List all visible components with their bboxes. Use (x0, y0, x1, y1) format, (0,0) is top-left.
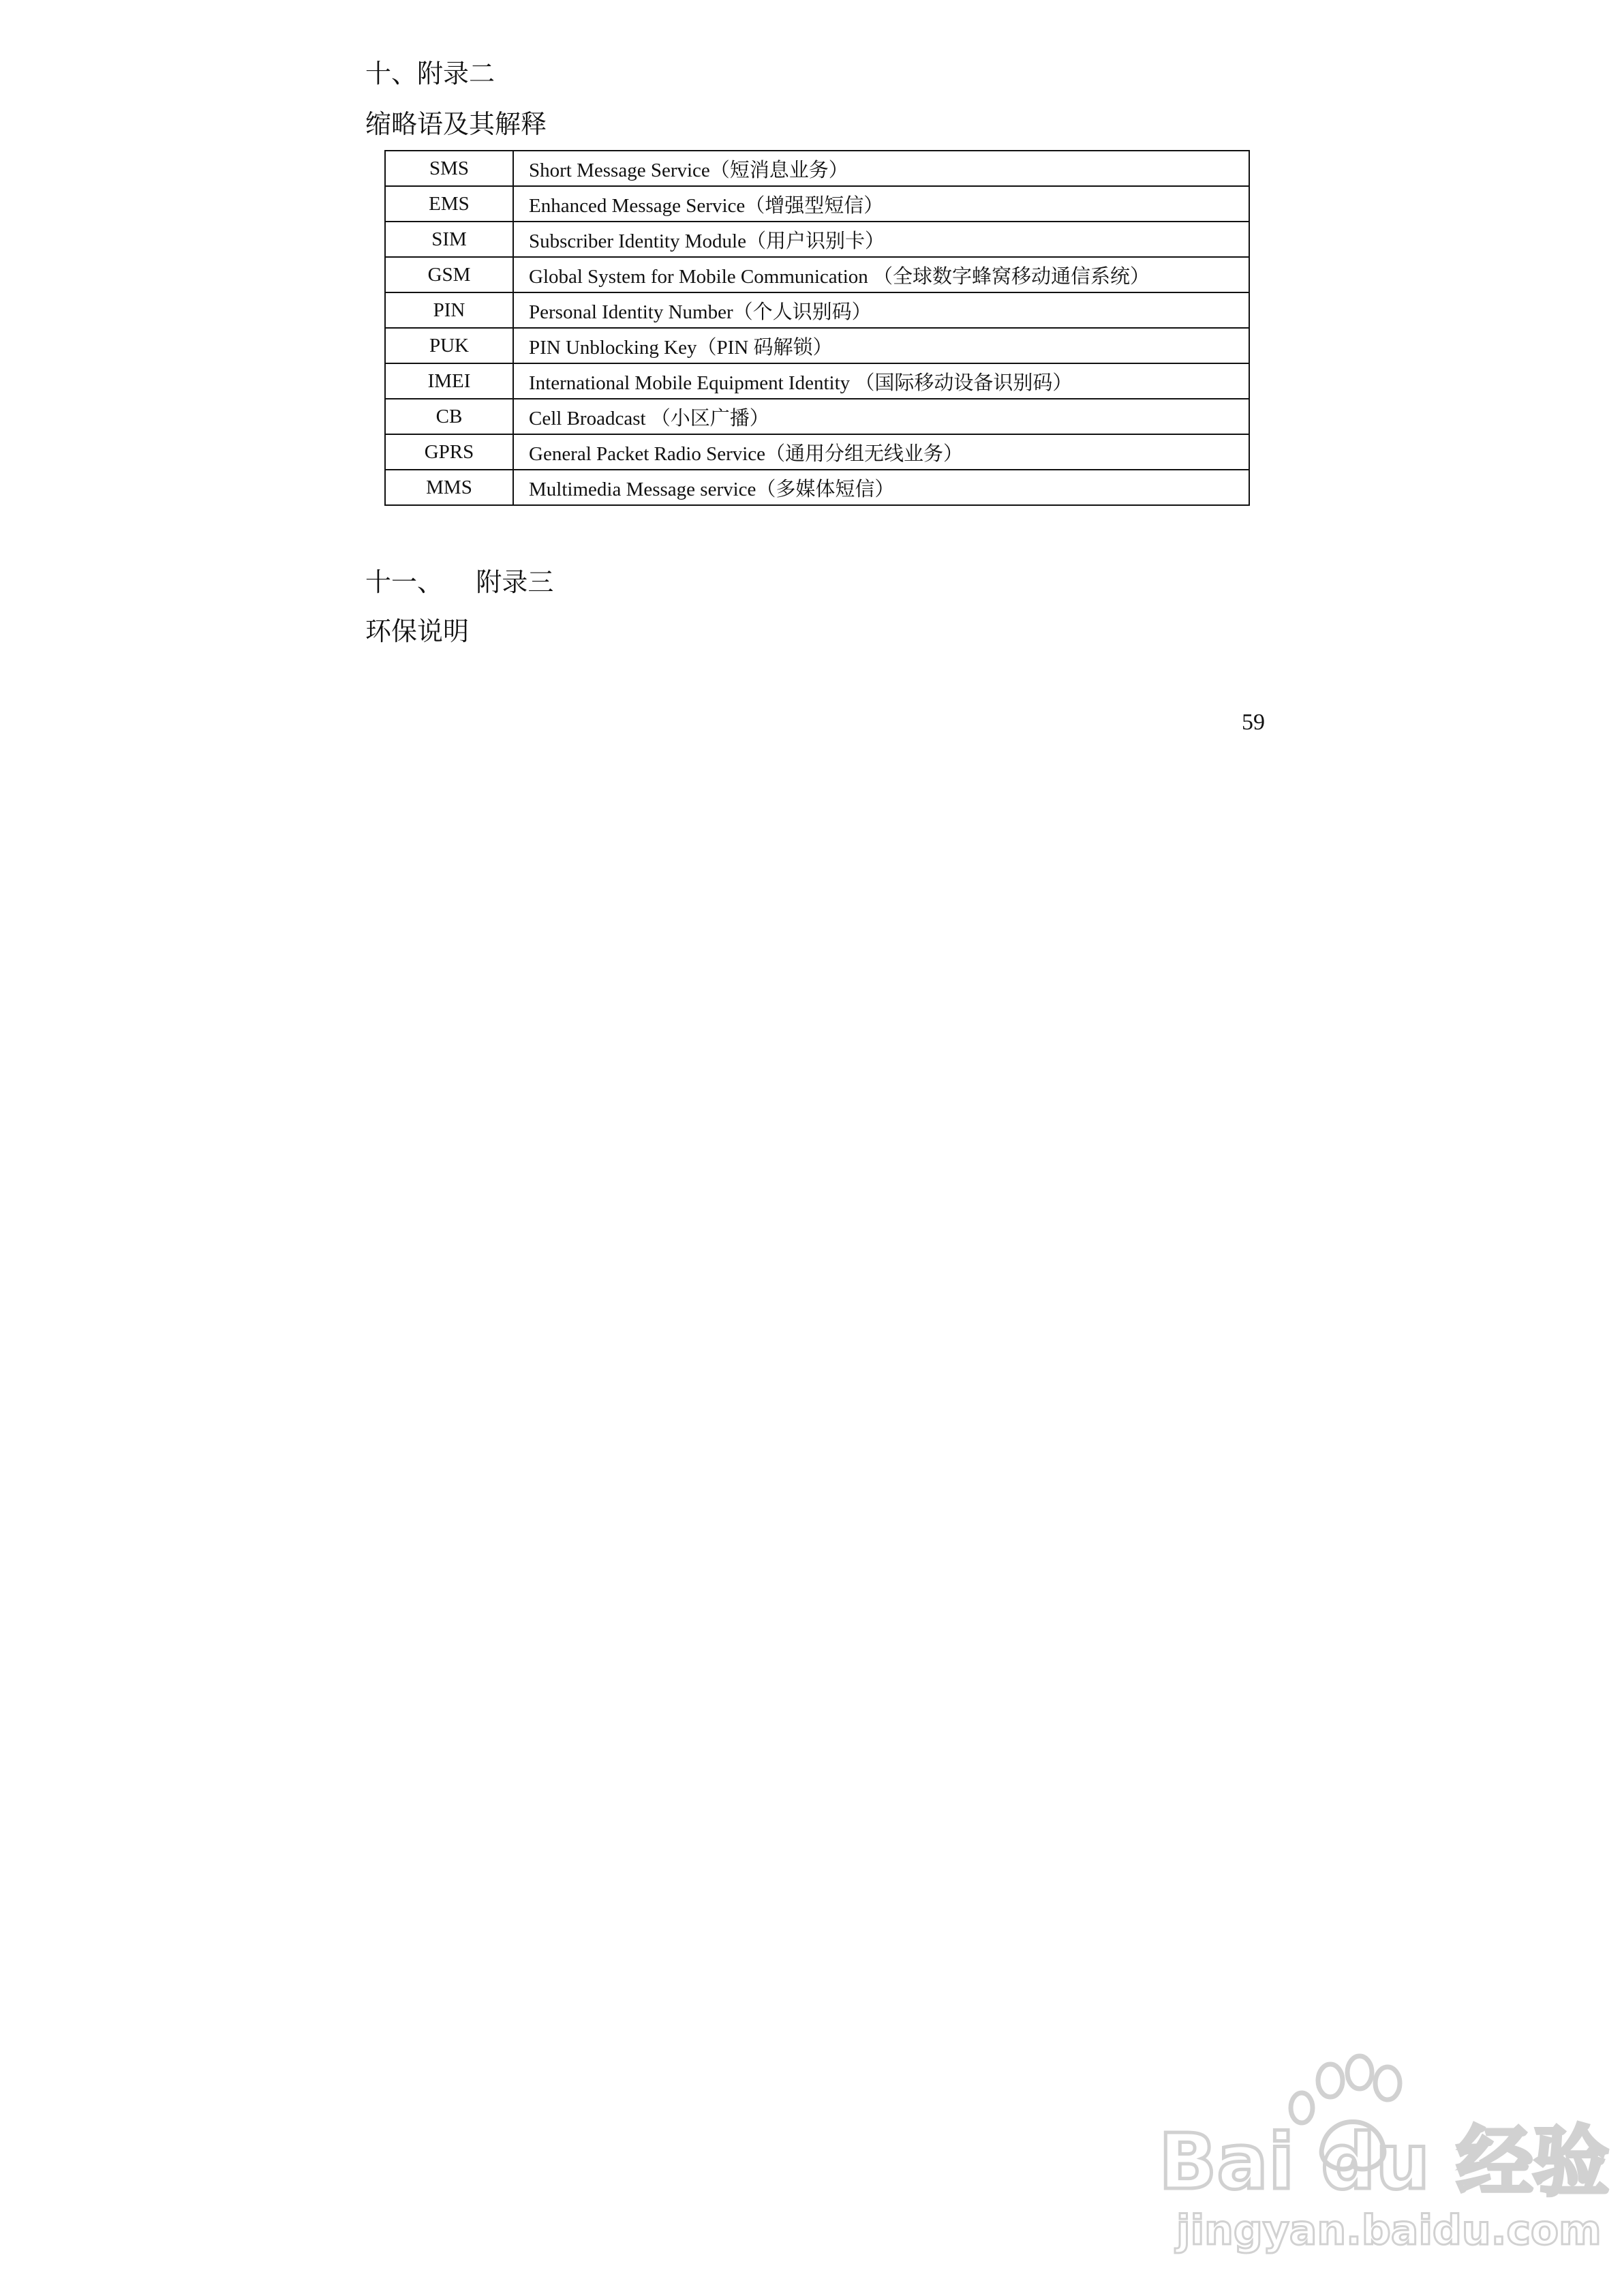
description-cell: Enhanced Message Service（增强型短信） (513, 186, 1249, 222)
watermark-url-text: jingyan.baidu.com (1176, 2207, 1602, 2254)
description-cell: General Packet Radio Service（通用分组无线业务） (513, 434, 1249, 470)
table-row (385, 186, 1249, 222)
watermark-logo-text: Bai du 经验 (1159, 2118, 1610, 2207)
description-cell: Subscriber Identity Module（用户识别卡） (513, 222, 1249, 257)
abbreviation-cell: GSM (385, 257, 513, 292)
abbreviation-cell: SMS (385, 151, 513, 186)
abbreviation-cell: GPRS (385, 434, 513, 470)
description-cell: PIN Unblocking Key（PIN 码解锁） (513, 328, 1249, 363)
abbreviation-cell: PUK (385, 328, 513, 363)
paw-logo-icon (1152, 2045, 1610, 2263)
description-cell: Cell Broadcast （小区广播） (513, 399, 1249, 434)
section-ten-subtitle: 缩略语及其解释 (365, 109, 547, 139)
description-cell: International Mobile Equipment Identity （国际移动设备识别码） (513, 363, 1249, 399)
description-cell: Short Message Service（短消息业务） (513, 151, 1249, 186)
abbreviation-cell: SIM (385, 222, 513, 257)
section-ten-title: 十、附录二 (365, 59, 495, 89)
description-cell: Multimedia Message service（多媒体短信） (513, 470, 1249, 505)
table-row (385, 328, 1249, 363)
abbreviation-cell: EMS (385, 186, 513, 222)
baidu-jingyan-watermark (1152, 2045, 1610, 2263)
section-eleven-title: 十一、 附录三 (365, 567, 554, 597)
abbreviation-table (384, 150, 1250, 506)
page-number: 59 (1242, 710, 1265, 735)
table-row (385, 292, 1249, 328)
abbreviation-cell: CB (385, 399, 513, 434)
table-row (385, 470, 1249, 505)
table-row (385, 257, 1249, 292)
table-row (385, 434, 1249, 470)
table-row (385, 399, 1249, 434)
description-cell: Global System for Mobile Communication （全球数字蜂窝移动通信系统） (513, 257, 1249, 292)
abbreviation-cell: PIN (385, 292, 513, 328)
table-row (385, 222, 1249, 257)
abbreviation-cell: IMEI (385, 363, 513, 399)
description-cell: Personal Identity Number（个人识别码） (513, 292, 1249, 328)
abbreviation-cell: MMS (385, 470, 513, 505)
table-row (385, 151, 1249, 186)
section-eleven-subtitle: 环保说明 (365, 616, 470, 646)
table-row (385, 363, 1249, 399)
